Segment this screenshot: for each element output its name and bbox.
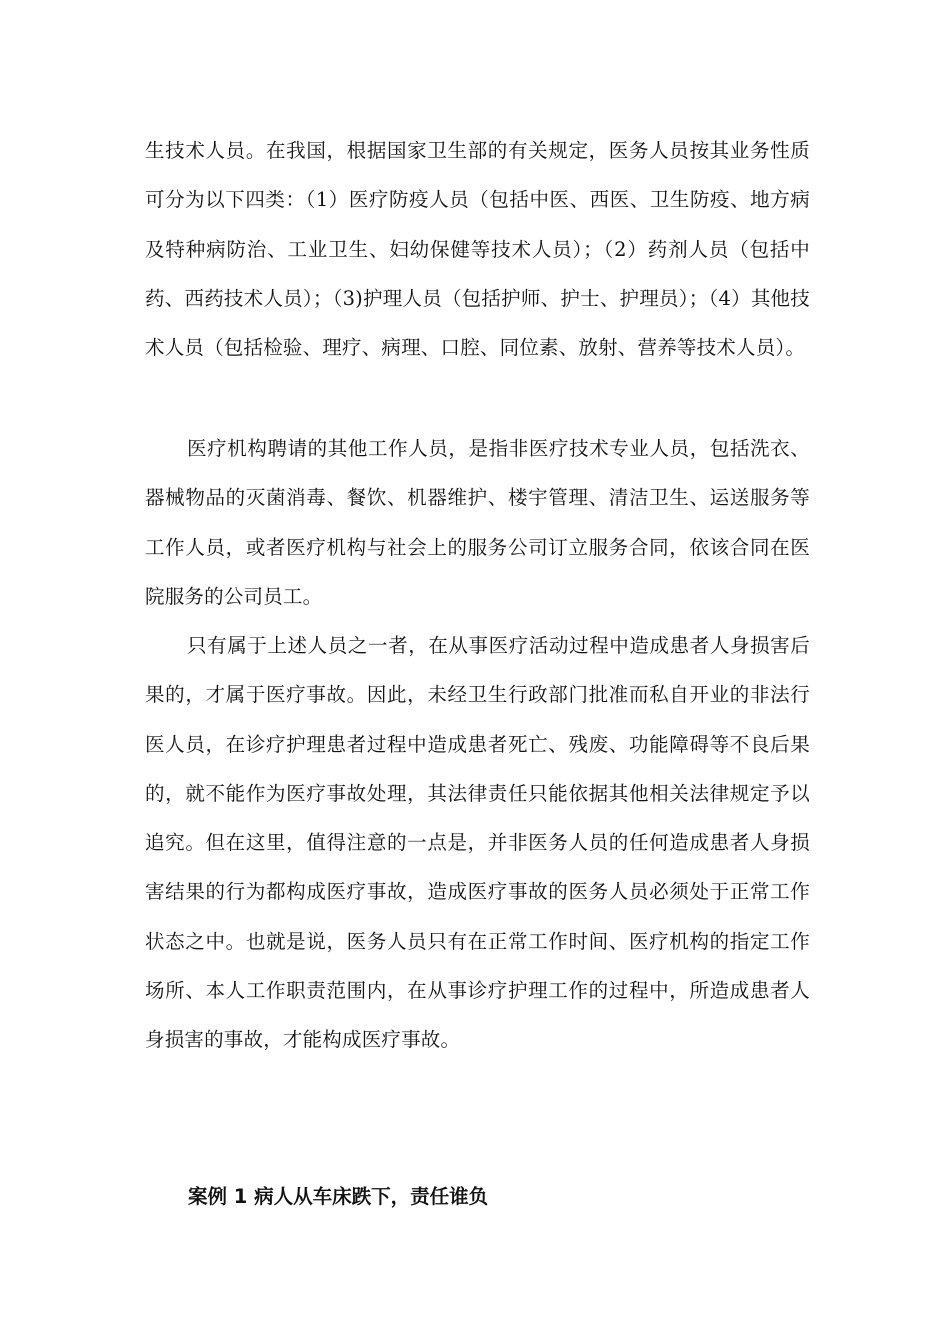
paragraph-medical-staff-categories: 生技术人员。在我国，根据国家卫生部的有关规定，医务人员按其业务性质可分为以下四类：（1）医疗防疫人员（包括中医、西医、卫生防疫、地方病及特种病防治、工业卫生、妇幼保健等技术人员）；（2）药剂人员（包括中药、西药技术人员）；（3)护理人员（包括护师、护士、护理员）；（4）其他技术人员（包括检验、理疗、病理、口腔、同位素、放射、营养等技术人员）。 — [145, 139, 810, 360]
case-heading: 案例 1 病人从车床跌下，责任谁负 — [188, 1185, 489, 1208]
paragraph-other-staff: 医疗机构聘请的其他工作人员，是指非医疗技术专业人员，包括洗衣、器械物品的灭菌消毒、餐饮、机器维护、楼宇管理、清洁卫生、运送服务等工作人员，或者医疗机构与社会上的服务公司订立服务合同，依该合同在医院服务的公司员工。 — [145, 437, 810, 608]
paragraph-medical-accident-definition: 只有属于上述人员之一者，在从事医疗活动过程中造成患者人身损害后果的，才属于医疗事故。因此，未经卫生行政部门批准而私自开业的非法行医人员，在诊疗护理患者过程中造成患者死亡、残废、功能障碍等不良后果的，就不能作为医疗事故处理，其法律责任只能依据其他相关法律规定予以追究。但在这里，值得注意的一点是，并非医务人员的任何造成患者人身损害结果的行为都构成医疗事故，造成医疗事故的医务人员必须处于正常工作状态之中。也就是说，医务人员只有在正常工作时间、医疗机构的指定工作场所、本人工作职责范围内，在从事诊疗护理工作的过程中，所造成患者人身损害的事故，才能构成医疗事故。 — [145, 634, 810, 1052]
